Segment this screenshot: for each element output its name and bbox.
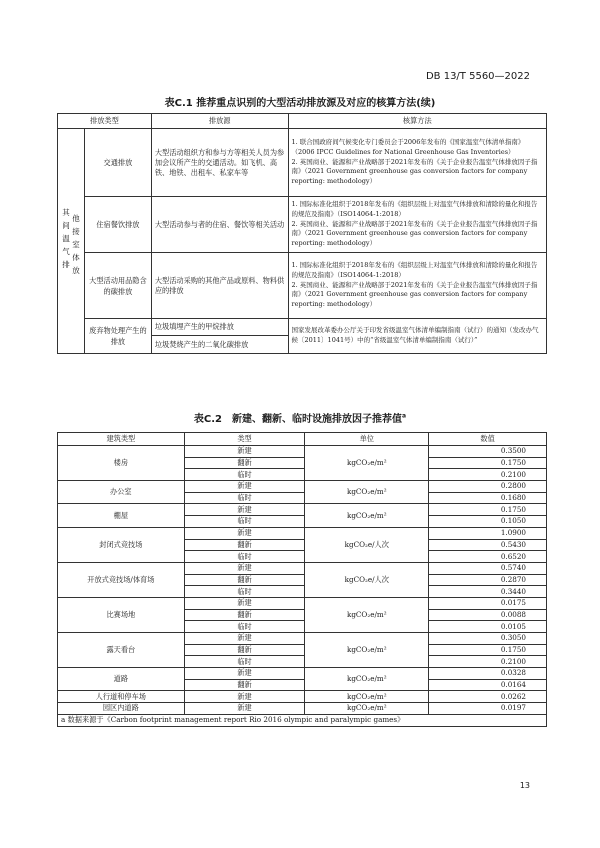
row-source: 大型活动组织方和参与方等相关人员为参加会议所产生的交通活动。如飞机、高铁、地铁、出租车、私家车等 <box>151 129 288 197</box>
type-cell: 新建 <box>184 633 305 645</box>
header-unit: 单位 <box>305 433 429 446</box>
type-cell: 翻新 <box>184 609 305 621</box>
type-cell: 翻新 <box>184 574 305 586</box>
row-source: 垃圾填埋产生的甲烷排放 <box>151 319 288 336</box>
value-cell: 0.0164 <box>429 679 547 691</box>
building-type-cell: 楼房 <box>58 446 185 481</box>
building-type-cell: 开放式竞技场/体育场 <box>58 562 185 597</box>
value-cell: 0.0175 <box>429 597 547 609</box>
type-cell: 新建 <box>184 562 305 574</box>
type-cell: 新建 <box>184 703 305 715</box>
value-cell: 0.0328 <box>429 668 547 680</box>
unit-cell: kgCO₂e/m² <box>305 481 429 504</box>
value-cell: 0.1750 <box>429 504 547 516</box>
building-type-cell: 人行道和停车场 <box>58 691 185 703</box>
building-type-cell: 道路 <box>58 668 185 691</box>
unit-cell: kgCO₂e/人次 <box>305 527 429 562</box>
row-methods: 1. 国际标准化组织于2018年发布的《组织层级上对温室气体排放和清除的量化和报告的规范及指南》（ISO14064-1:2018） 2. 英国商业、能源和产业战略部于2021年发布的《关于企业报告温室气体排放因子指南》（2021 Government greenhouse gas conversion factors for company reporting: methodology） <box>288 253 546 319</box>
value-cell: 0.3440 <box>429 586 547 598</box>
header-emission-type: 排放类型 <box>58 114 152 129</box>
type-cell: 临时 <box>184 621 305 633</box>
value-cell: 0.6520 <box>429 551 547 563</box>
value-cell: 0.0105 <box>429 621 547 633</box>
type-cell: 翻新 <box>184 679 305 691</box>
table-row <box>58 481 547 493</box>
header-emission-source: 排放源 <box>151 114 288 129</box>
value-cell: 0.1750 <box>429 644 547 656</box>
value-cell: 0.2100 <box>429 656 547 668</box>
page-number: 13 <box>519 781 530 790</box>
type-cell: 临时 <box>184 492 305 504</box>
unit-cell: kgCO₂e/m² <box>305 691 429 703</box>
type-cell: 新建 <box>184 481 305 493</box>
unit-cell: kgCO₂e/m² <box>305 703 429 715</box>
header-method: 核算方法 <box>288 114 546 129</box>
value-cell: 0.1680 <box>429 492 547 504</box>
table-row <box>58 446 547 458</box>
building-type-cell: 园区内道路 <box>58 703 185 715</box>
table-row <box>58 562 547 574</box>
value-cell: 0.1050 <box>429 516 547 528</box>
row-type: 住宿餐饮排放 <box>84 197 151 253</box>
table-row <box>58 633 547 645</box>
building-type-cell: 办公室 <box>58 481 185 504</box>
type-cell: 翻新 <box>184 539 305 551</box>
row-source: 大型活动参与者的住宿、餐饮等相关活动 <box>151 197 288 253</box>
row-type: 废弃物处理产生的排放 <box>84 319 151 354</box>
type-cell: 新建 <box>184 504 305 516</box>
value-cell: 1.0900 <box>429 527 547 539</box>
value-cell: 0.1750 <box>429 457 547 469</box>
value-cell: 0.3500 <box>429 446 547 458</box>
unit-cell: kgCO₂e/m² <box>305 668 429 691</box>
building-type-cell: 比赛场地 <box>58 597 185 632</box>
value-cell: 0.0088 <box>429 609 547 621</box>
type-cell: 新建 <box>184 527 305 539</box>
row-source: 垃圾焚烧产生的二氧化碳排放 <box>151 336 288 354</box>
unit-cell: kgCO₂e/人次 <box>305 562 429 597</box>
value-cell: 0.2800 <box>429 481 547 493</box>
group-label: 其间温气排 他接室体放 <box>58 129 85 354</box>
table2-caption: 表C.2 新建、翻新、临时设施排放因子推荐值$^a$ <box>193 412 407 425</box>
type-cell: 临时 <box>184 551 305 563</box>
type-cell: 新建 <box>184 668 305 680</box>
table1-caption: 表C.1 推荐重点识别的大型活动排放源及对应的核算方法(续) <box>164 98 436 109</box>
value-cell: 0.5740 <box>429 562 547 574</box>
emission-factor-table <box>57 432 547 727</box>
header-building-type: 建筑类型 <box>58 433 185 446</box>
type-cell: 临时 <box>184 469 305 481</box>
table-row <box>58 703 547 715</box>
table2-footnote: a 数据来源于《Carbon footprint management report Rio 2016 olympic and paralympic games》 <box>58 714 547 726</box>
type-cell: 新建 <box>184 446 305 458</box>
value-cell: 0.2870 <box>429 574 547 586</box>
table-row <box>58 527 547 539</box>
table-row <box>58 504 547 516</box>
type-cell: 翻新 <box>184 644 305 656</box>
building-type-cell: 棚屋 <box>58 504 185 527</box>
unit-cell: kgCO₂e/m² <box>305 633 429 668</box>
emission-sources-table <box>57 113 547 354</box>
row-type: 交通排放 <box>84 129 151 197</box>
value-cell: 0.3050 <box>429 633 547 645</box>
header-value: 数值 <box>429 433 547 446</box>
row-method: 国家发展改革委办公厅关于印发省级温室气体清单编制指南（试行）的通知（发改办气候〔2011〕1041号）中的“省级温室气体清单编制指南（试行）” <box>288 319 546 354</box>
row-type: 大型活动用品隐含的碳排放 <box>84 253 151 319</box>
standard-code: DB 13/T 5560—2022 <box>425 71 530 82</box>
type-cell: 新建 <box>184 691 305 703</box>
table-row <box>58 668 547 680</box>
row-source: 大型活动采购的其他产品或原料、物料供应的排放 <box>151 253 288 319</box>
type-cell: 临时 <box>184 586 305 598</box>
table-row <box>58 691 547 703</box>
value-cell: 0.2100 <box>429 469 547 481</box>
type-cell: 新建 <box>184 597 305 609</box>
building-type-cell: 露天看台 <box>58 633 185 668</box>
row-methods: 1. 国际标准化组织于2018年发布的《组织层级上对温室气体排放和清除的量化和报告的规范及指南》（ISO14064-1:2018） 2. 英国商业、能源和产业战略部于2021年发布的《关于企业报告温室气体排放因子指南》（2021 Government greenhouse gas conversion factors for company reporting: methodology） <box>288 197 546 253</box>
table-row <box>58 597 547 609</box>
row-methods: 1. 联合国政府间气候变化专门委员会于2006年发布的《国家温室气体清单指南》（2006 IPCC Guidelines for National Greenhouse Gas Inventories） 2. 英国商业、能源和产业战略部于2021年发布的《关于企业报告温室气体排放因子指南》（2021 Government greenhouse gas conversion factors for company reporting: methodology） <box>288 129 546 197</box>
value-cell: 0.0262 <box>429 691 547 703</box>
unit-cell: kgCO₂e/m² <box>305 597 429 632</box>
type-cell: 临时 <box>184 516 305 528</box>
unit-cell: kgCO₂e/m² <box>305 504 429 527</box>
value-cell: 0.5430 <box>429 539 547 551</box>
type-cell: 翻新 <box>184 457 305 469</box>
unit-cell: kgCO₂e/m² <box>305 446 429 481</box>
header-type: 类型 <box>184 433 305 446</box>
type-cell: 临时 <box>184 656 305 668</box>
value-cell: 0.0197 <box>429 703 547 715</box>
building-type-cell: 封闭式竞技场 <box>58 527 185 562</box>
